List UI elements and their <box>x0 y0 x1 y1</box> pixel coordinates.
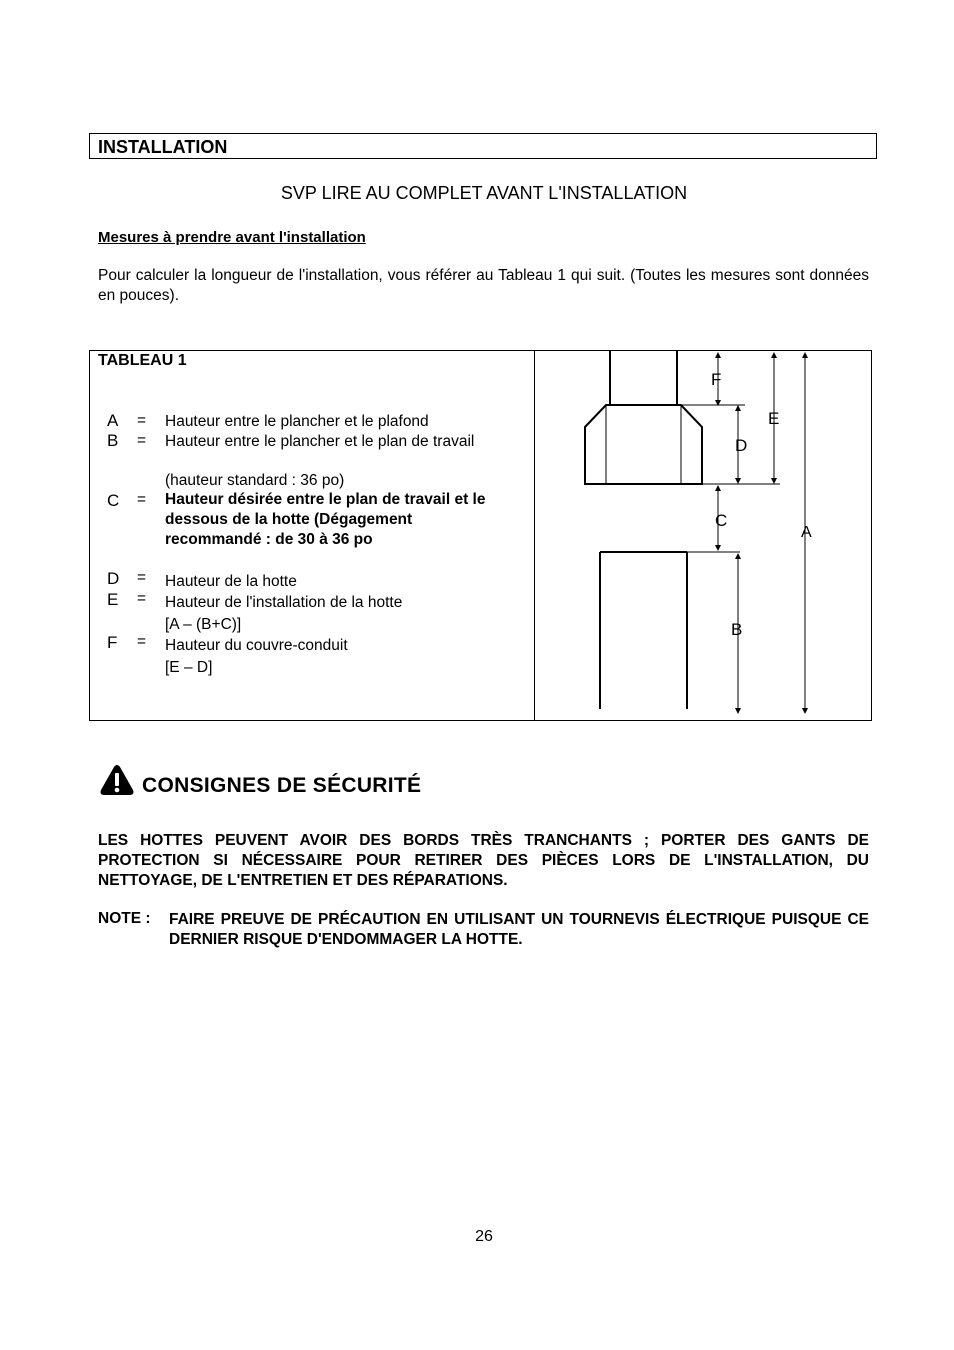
row-letter: B <box>107 431 119 450</box>
row-letter: C <box>107 491 120 510</box>
label-d: D <box>735 436 748 455</box>
row-equals: = <box>137 590 147 607</box>
row-letter: D <box>107 569 120 588</box>
row-note: (hauteur standard : 36 po) <box>165 472 345 489</box>
row-text: Hauteur entre le plancher et le plan de travail <box>165 433 475 450</box>
label-c: C <box>715 511 728 530</box>
section-header <box>89 133 877 159</box>
table-title: TABLEAU 1 <box>98 352 187 369</box>
label-e: E <box>768 409 780 428</box>
section-title: INSTALLATION <box>98 137 228 157</box>
hood-dimension-diagram <box>535 351 871 720</box>
row-text: Hauteur entre le plancher et le plafond <box>165 413 429 430</box>
row-equals: = <box>137 491 147 508</box>
label-a: A <box>801 524 812 541</box>
row-note: [E – D] <box>165 659 213 676</box>
row-text: Hauteur de l'installation de la hotte <box>165 594 403 611</box>
hood-body <box>585 405 702 484</box>
row-equals: = <box>137 412 147 429</box>
subtitle: SVP LIRE AU COMPLET AVANT L'INSTALLATION <box>280 183 688 203</box>
row-equals: = <box>137 432 147 449</box>
label-b: B <box>731 620 743 639</box>
row-text: Hauteur de la hotte <box>165 573 297 590</box>
row-text: Hauteur désirée entre le plan de travail et le dessous de la hotte (Dégagement recommandé : de 30 à 36 po <box>165 491 486 548</box>
note-text: FAIRE PREUVE DE PRÉCAUTION EN UTILISANT UN TOURNEVIS ÉLECTRIQUE PUISQUE CE DERNIER RISQUE D'ENDOMMAGER LA HOTTE. <box>169 911 869 948</box>
page-number: 26 <box>475 1228 493 1245</box>
measures-intro: Pour calculer la longueur de l'installation, vous référer au Tableau 1 qui suit. (Toutes les mesures sont données en pouces). <box>98 267 869 304</box>
safety-warning: LES HOTTES PEUVENT AVOIR DES BORDS TRÈS TRANCHANTS ; PORTER DES GANTS DE PROTECTION SI NÉCESSAIRE POUR RETIRER DES PIÈCES LORS DE L'INSTALLATION, DU NETTOYAGE, DE L'ENTRETIEN ET DES RÉPARATIONS. <box>98 832 869 889</box>
note-label: NOTE : <box>98 910 151 927</box>
safety-title: CONSIGNES DE SÉCURITÉ <box>142 774 422 797</box>
label-f: F <box>711 370 722 389</box>
row-text: Hauteur du couvre-conduit <box>165 637 348 654</box>
measures-heading: Mesures à prendre avant l'installation <box>98 229 366 246</box>
row-letter: A <box>107 411 119 430</box>
row-equals: = <box>137 569 147 586</box>
measurement-table <box>89 350 872 721</box>
row-equals: = <box>137 633 147 650</box>
row-letter: F <box>107 633 118 652</box>
warning-icon <box>99 764 135 796</box>
row-note: [A – (B+C)] <box>165 616 242 633</box>
row-letter: E <box>107 590 119 609</box>
